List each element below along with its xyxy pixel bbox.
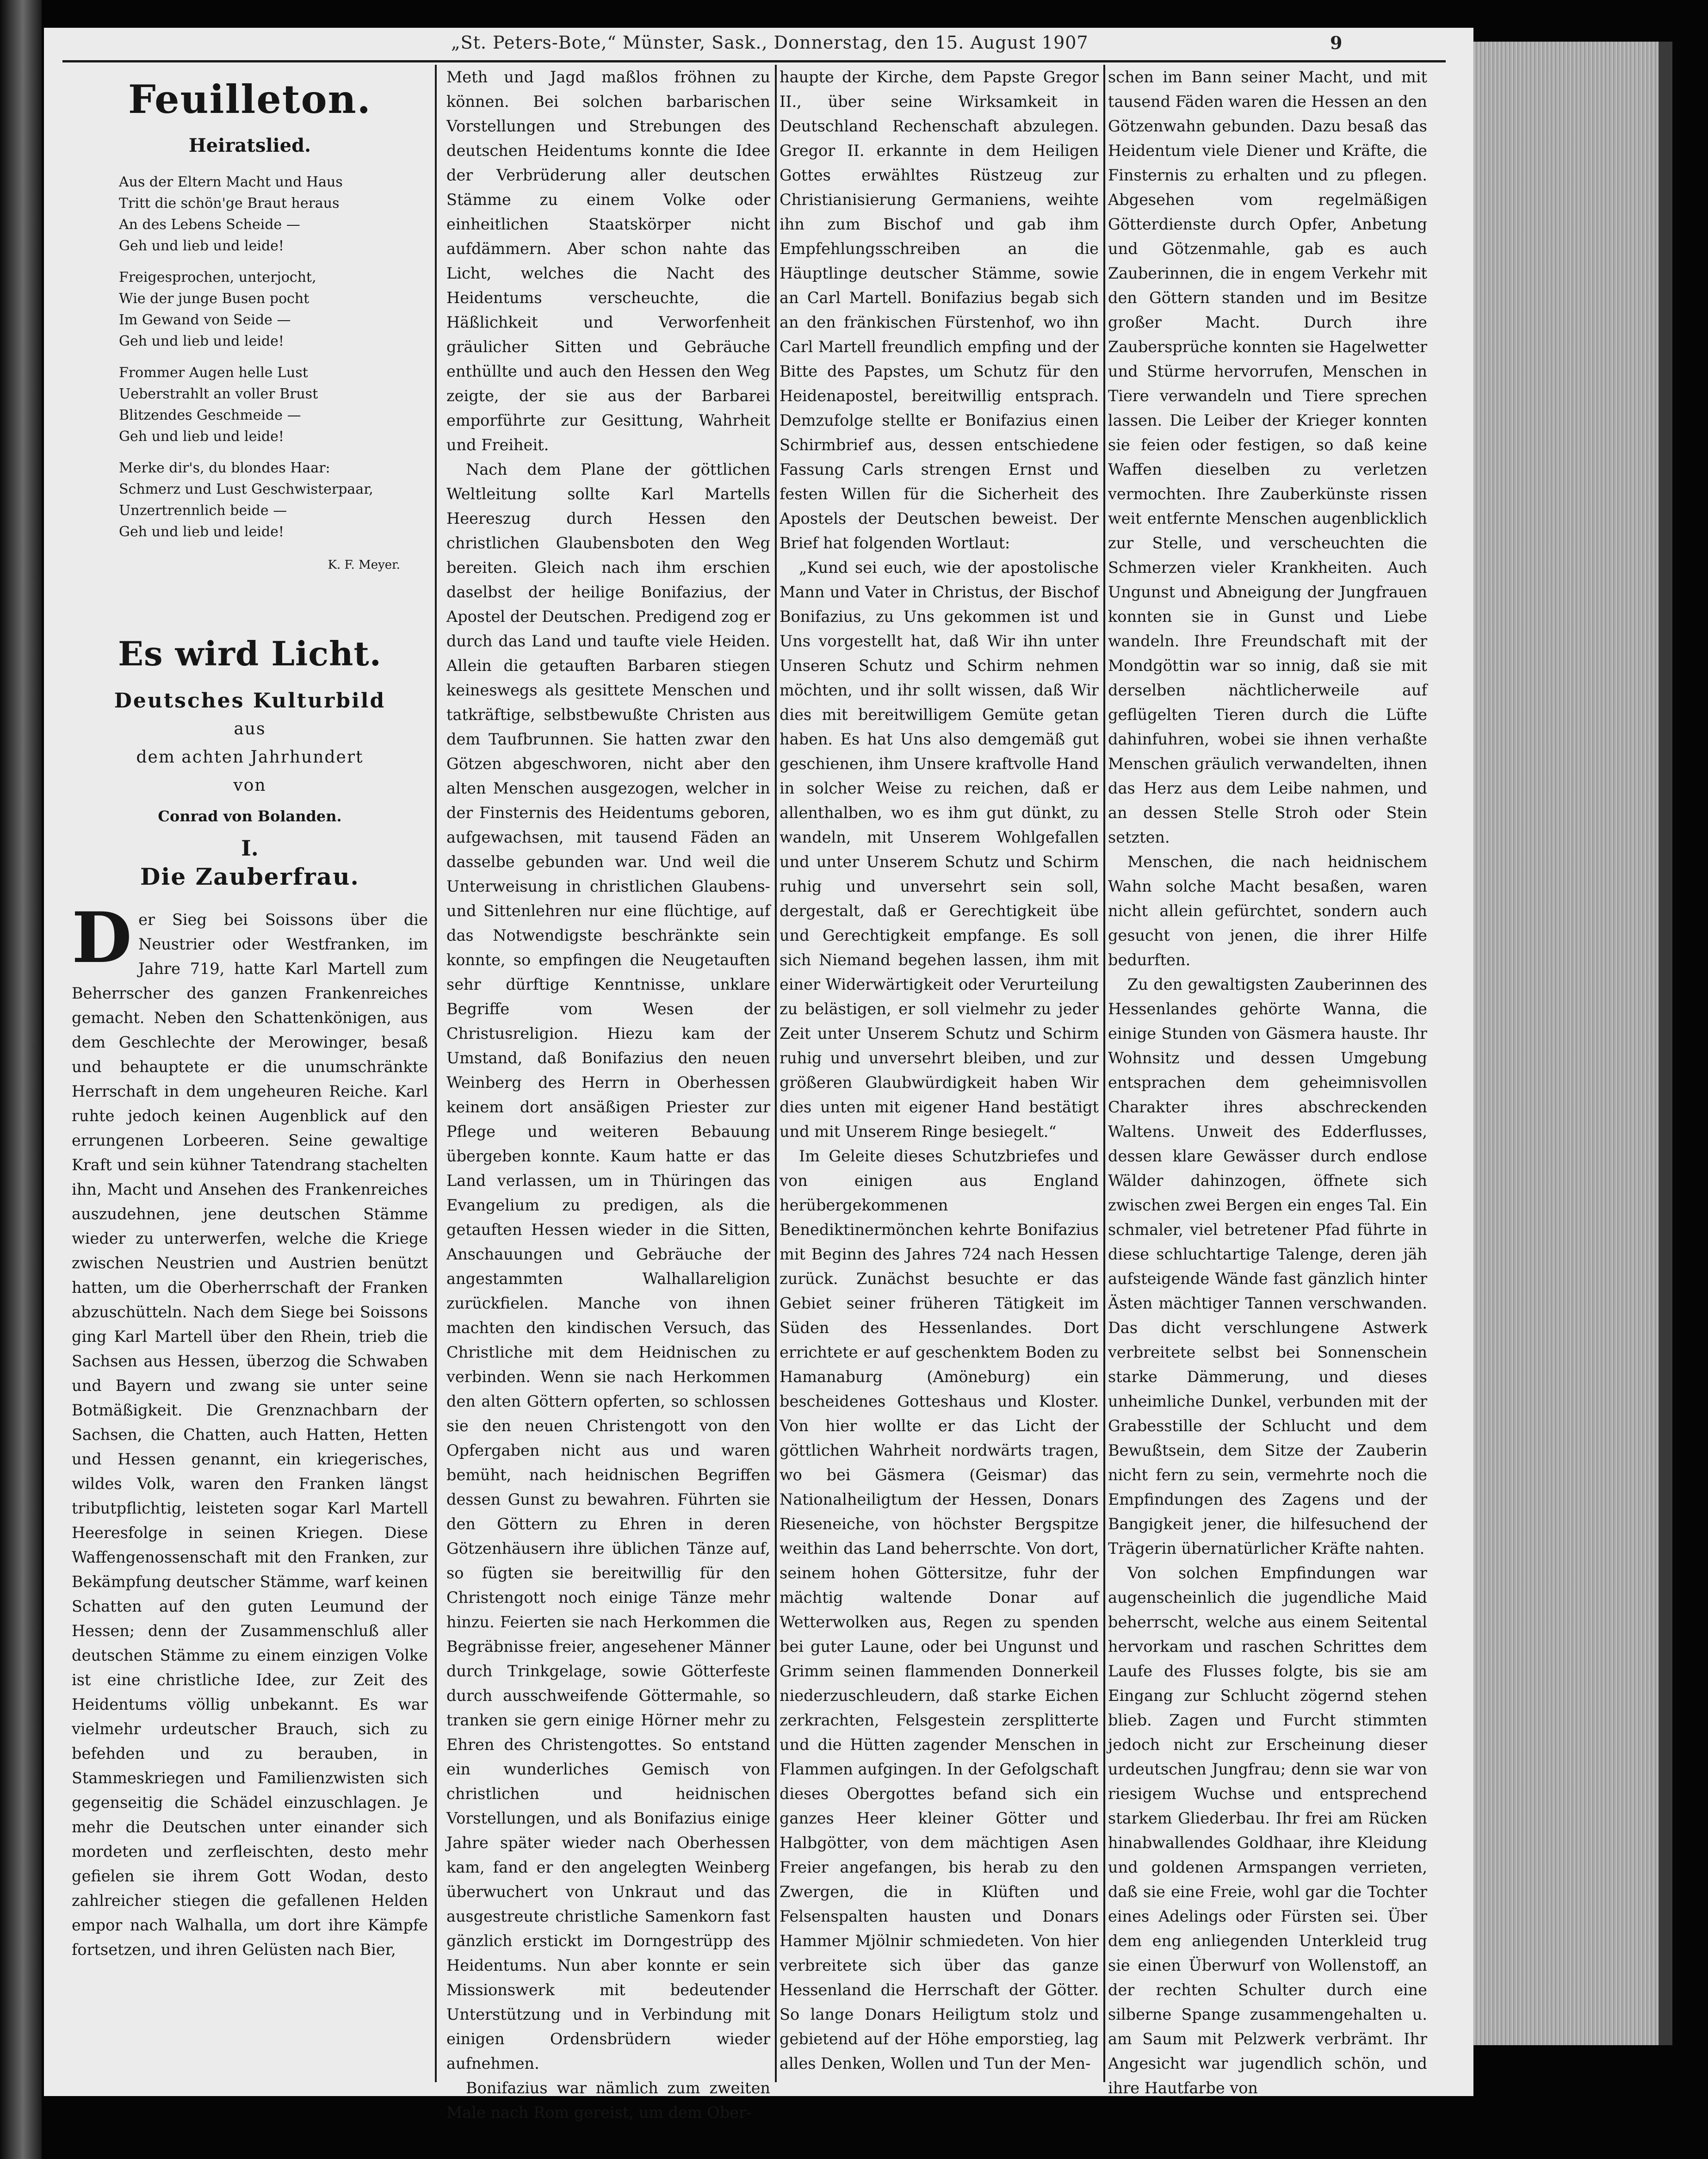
poem-line: Im Gewand von Seide — <box>119 312 291 328</box>
page-number: 9 <box>1330 32 1343 53</box>
newspaper-page <box>44 28 1473 2122</box>
poem-line: Schmerz und Lust Geschwisterpaar, <box>119 481 373 497</box>
story-author: Conrad von Bolanden. <box>158 807 342 825</box>
column-3 <box>780 65 1099 2073</box>
feuilleton-title: Feuilleton. <box>128 76 371 122</box>
poem-line: Ueberstrahlt an voller Brust <box>119 386 318 402</box>
story-paragraph: Meth und Jagd maßlos fröhnen zu können. Bei solchen barbarischen Vorstellungen und Strebungen des deutschen Heidentums konnte die Idee der Verbrüderung aller deutschen Stämme zu einem Volke oder einheitlichen Staatskörper nicht aufdämmern. Aber schon nahte das Licht, welches die Nacht des Heidentums verscheuchte, die Häßlichkeit und Verworfenheit gräulicher Sitten und Gebräuche enthüllte und auch den Hessen den Weg zeigte, der sie aus der Barbarei emporführte zur Gesittung, Wahrheit und Freiheit. <box>446 68 770 454</box>
chapter-number: I. <box>241 836 259 861</box>
story-paragraph: schen im Bann seiner Macht, und mit tausend Fäden waren die Hessen an den Götzenwahn gebunden. Dazu besaß das Heidentum viele Diener und Kräfte, die Finsternis zu erhalten und zu pflegen. Abgesehen vom regelmäßigen Götterdienste durch Opfer, Anbetung und Götzenmahle, gab es auch Zauberinnen, die in engem Verkehr mit den Göttern standen und im Besitze großer Macht. Durch ihre Zaubersprüche konnten sie Hagelwetter und Stürme hervorrufen, Menschen in Tiere verwandeln und Tiere sprechen lassen. Die Leiber der Krieger konnten sie feien oder festigen, so daß keine Waffen dieselben zu verletzen vermochten. Ihre Zauberkünste rissen weit entfernte Menschen augenblicklich zur Stelle, und verscheuchten die Schmerzen vieler Krankheiten. Auch Ungunst und Abneigung der Jungfrauen konnten sie in Gunst und Liebe wandeln. Ihre Freundschaft mit der Mondgöttin war so innig, daß sie mit derselben nächtlicherweile auf geflügelten Tieren durch die Lüfte dahinfuhren, wobei sie ihnen verhaßte Menschen gräulich verwandelten, ihnen das Herz aus dem Leibe nahmen, und an dessen Stelle Stroh oder Stein setzten. <box>1108 68 1427 846</box>
story-subtitle: Deutsches Kulturbild <box>114 689 386 713</box>
story-paragraph: Menschen, die nach heidnischem Wahn solche Macht besaßen, waren nicht allein gefürchtet, sondern auch gesucht von jenen, die ihrer Hilfe bedurften. <box>1108 853 1427 969</box>
column-1 <box>72 65 428 2073</box>
poem-stanza <box>99 267 428 352</box>
poem-line: Wie der junge Busen pocht <box>119 291 309 307</box>
story-first-paragraph-text: er Sieg bei Soissons über die Neustrier oder Westfranken, im Jahre 719, hatte Karl Martell zum Beherrscher des ganzen Frankenreiches gemacht. Neben den Schattenkönigen, aus dem Geschlechte der Merowinger, besaß und behauptete er die unumschränkte Herrschaft in dem ungeheuren Reiche. Karl ruhte jedoch keinen Augenblick auf den errungenen Lorbeeren. Seine gewaltige Kraft und sein kühner Tatendrang stachelten ihn, Macht und Ansehen des Frankenreiches auszudehnen, jene deutschen Stämme wieder zu unterwerfen, welche die Kriege zwischen Neustrien und Austrien benützt hatten, um die Oberherrschaft der Franken abzuschütteln. Nach dem Siege bei Soissons ging Karl Martell über den Rhein, trieb die Sachsen aus Hessen, überzog die Schwaben und Bayern und zwang sie unter seine Botmäßigkeit. Die Grenznachbarn der Sachsen, die Chatten, auch Hatten, Hetten und Hessen genannt, ein kriegerisches, wildes Volk, waren den Franken längst tributpflichtig, leisteten sogar Karl Martell Heeresfolge in seinen Kriegen. Diese Waffengenossenschaft mit den Franken, zur Bekämpfung deutscher Stämme, warf keinen Schatten auf den guten Leumund der Hessen; denn der Zusammenschluß aller deutschen Stämme zu einem einzigen Volke ist eine christliche Idee, zur Zeit des Heidentums völlig unbekannt. Es war vielmehr urdeutscher Brauch, sich zu befehden und zu berauben, in Stammeskriegen und Familienzwisten sich gegenseitig die Schädel einzuschlagen. Je mehr die Deutschen unter einander sich mordeten und zerfleischten, desto mehr gefielen sie ihrem Gott Wodan, desto zahlreicher stiegen die gefallenen Helden empor nach Walhalla, um dort ihre Kämpfe fortsetzen, und ihren Gelüsten nach Bier, <box>72 911 428 1959</box>
poem-stanza <box>99 458 428 543</box>
story-paragraph: Bonifazius war nämlich zum zweiten Male nach Rom gereist, um dem Ober- <box>446 2079 770 2122</box>
page-header <box>44 28 1473 60</box>
book-gutter-shadow <box>0 0 42 2159</box>
column-rule-3 <box>1103 65 1105 2082</box>
poem-stanza <box>99 172 428 257</box>
poem-line: Freigesprochen, unterjocht, <box>119 269 316 285</box>
story-title: Es wird Licht. <box>118 634 382 673</box>
poem-line: An des Lebens Scheide — <box>119 217 300 233</box>
story-paragraph: „Kund sei euch, wie der apostolische Mann und Vater in Christus, der Bischof Bonifazius, zu Uns gekommen ist und Uns vorgestellt hat, daß Wir ihn unter Unseren Schutz und Schirm nehmen möchten, und ihr sollt wissen, daß Wir dies mit bereitwilligem Gemüte getan haben. Es hat Uns also demgemäß gut geschienen, ihm Unsere kraftvolle Hand in solcher Weise zu reichen, daß er allenthalben, wo es ihm gut dünkt, zu wandeln, mit Unserem Wohlgefallen und unter Unserem Schutz und Schirm ruhig und unversehrt sein soll, dergestalt, daß er Gerechtigkeit übe und Gerechtigkeit empfange. Es soll sich Niemand begehen lassen, ihm mit einer Widerwärtigkeit oder Verurteilung zu belästigen, er soll vielmehr zu jeder Zeit unter Unserem Schutz und Schirm ruhig und unversehrt bleiben, und zur größeren Glaubwürdigkeit haben Wir dies unten mit eigener Hand bestätigt und mit Unserem Ringe besiegelt.“ <box>780 558 1099 1141</box>
story-paragraph: Zu den gewaltigsten Zauberinnen des Hessenlandes gehörte Wanna, die einige Stunden von Gäsmera hauste. Ihr Wohnsitz und dessen Umgebung entsprachen dem geheimnisvollen Charakter ihres abschreckenden Waltens. Unweit des Edderflusses, dessen klare Gewässer durch endlose Wälder dahinzogen, öffnete sich zwischen zwei Bergen ein enges Tal. Ein schmaler, viel betretener Pfad führte in diese schluchtartige Talenge, deren jäh aufsteigende Wände fast gänzlich hinter Ästen mächtiger Tannen verschwanden. Das dicht verschlungene Astwerk verbreitete selbst bei Sonnenschein starke Dämmerung, und dieses unheimliche Dunkel, verbunden mit der Grabesstille der Schlucht und dem Bewußtsein, dem Sitze der Zauberin nicht fern zu sein, vermehrte noch die Empfindungen des Zagens und der Bangigkeit jener, die hilfesuchend der Trägerin übernatürlicher Kräfte nahten. <box>1108 975 1427 1557</box>
poem-line: Blitzendes Geschmeide — <box>119 407 301 423</box>
story-paragraph: haupte der Kirche, dem Papste Gregor II., über seine Wirksamkeit in Deutschland Rechenschaft abzulegen. Gregor II. erkannte in dem Heiligen Gottes erwähltes Rüstzeug zur Christianisierung Germaniens, weihte ihn zum Bischof und gab ihm Empfehlungsschreiben an die Häuptlinge deutscher Stämme, sowie an Carl Martell. Bonifazius begab sich an den fränkischen Fürstenhof, wo ihn Carl Martell freundlich empfing und der Bitte des Papstes, um Schutz für den Heidenapostel, bereitwillig entsprach. Demzufolge stellte er Bonifazius einen Schirmbrief aus, dessen entschiedene Fassung Carls strengen Ernst und festen Willen für die Sicherheit des Apostels der Deutschen beweist. Der Brief hat folgenden Wortlaut: <box>780 68 1099 552</box>
poem-line: Aus der Eltern Macht und Haus <box>119 174 343 190</box>
column-4 <box>1108 65 1427 2097</box>
poem-line: Geh und lieb und leide! <box>119 238 284 254</box>
column-rule-2 <box>775 65 777 2082</box>
story-subtitle-line: von <box>233 776 266 795</box>
header-rule <box>62 60 1446 62</box>
poem-line: Tritt die schön'ge Braut heraus <box>119 195 340 211</box>
chapter-title: Die Zauberfrau. <box>140 863 359 890</box>
story-paragraph <box>72 897 428 1962</box>
poem-stanza <box>99 362 428 447</box>
poem-line: Geh und lieb und leide! <box>119 333 284 349</box>
poem-author: K. F. Meyer. <box>328 558 400 572</box>
dropcap-letter: D <box>72 897 132 979</box>
story-paragraph: Von solchen Empfindungen war augenscheinlich die jugendliche Maid beherrscht, welche aus einem Seitental hervorkam und raschen Schrittes dem Laufe des Flusses folgte, bis sie am Eingang zur Schlucht zögernd stehen blieb. Zagen und Furcht stimmten jedoch nicht zur Erscheinung dieser urdeutschen Jungfrau; denn sie war von riesigem Wuchse und entsprechend starkem Gliederbau. Ihr frei am Rücken hinabwallendes Goldhaar, ihre Kleidung und goldenen Armspangen verrieten, daß sie eine Freie, wohl gar die Tochter eines Adelings oder Fürsten sei. Über dem eng anliegenden Unterkleid trug sie einen Überwurf von Wollenstoff, an der rechten Schulter durch eine silberne Spange zusammengehalten u. am Saum mit Pelzwerk verbrämt. Ihr Angesicht war jugendlich schön, und ihre Hautfarbe von <box>1108 1564 1427 2097</box>
poem-line: Geh und lieb und leide! <box>119 524 284 540</box>
story-paragraph: Nach dem Plane der göttlichen Weltleitung sollte Karl Martells Heereszug durch Hessen den christlichen Glaubensboten den Weg bereiten. Gleich nach ihm erschien daselbst der heilige Bonifazius, der Apostel der Deutschen. Predigend zog er durch das Land und taufte viele Heiden. Allein die getauften Barbaren stiegen keineswegs als gesittete Menschen und tatkräftige, selbstbewußte Christen aus dem Taufbrunnen. Sie hatten zwar den Götzen abgeschworen, nicht aber den alten Menschen ausgezogen, welcher in der Finsternis des Heidentums geboren, aufgewachsen, mit tausend Fäden an dasselbe gebunden war. Und weil die Unterweisung in christlichen Glaubens- und Sittenlehren nur eine flüchtige, auf das Notwendigste beschränkte sein konnte, so empfingen die Neugetauften sehr dürftige Kenntnisse, unklare Begriffe vom Wesen der Christusreligion. Hiezu kam der Umstand, daß Bonifazius den neuen Weinberg des Herrn in Oberhessen keinem dort ansäßigen Priester zur Pflege und weiteren Bebauung übergeben konnte. Kaum hatte er das Land verlassen, um in Thüringen das Evangelium zu predigen, als die getauften Hessen wieder in die Sitten, Anschauungen und Gebräuche der angestammten Walhallareligion zurückfielen. Manche von ihnen machten den kindischen Versuch, das Christliche mit dem Heidnischen zu verbinden. Wenn sie nach Herkommen den alten Göttern opferten, so schlossen sie den neuen Christengott von den Opfergaben nicht aus und waren bemüht, nach heidnischen Begriffen dessen Gunst zu bewahren. Führten sie den Göttern zu Ehren in deren Götzenhäusern ihre üblichen Tänze auf, so fügten sie bereitwillig für den Christengott noch einige Tänze mehr hinzu. Feierten sie nach Herkommen die Begräbnisse freier, angesehener Männer durch Trinkgelage, sowie Götterfeste durch ausschweifende Göttermahle, so tranken sie gern einige Hörner mehr zu Ehren des Christengottes. So entstand ein wunderliches Gemisch von christlichen und heidnischen Vorstellungen, und als Bonifazius einige Jahre später wieder nach Oberhessen kam, fand er den angelegten Weinberg überwuchert von Unkraut und das ausgestreute christliche Samenkorn fast gänzlich erstickt im Dorngestrüpp des Heidentums. Nun aber konnte er sein Missionswerk mit bedeutender Unterstützung und in Verbindung mit einigen Ordensbrüdern wieder aufnehmen. <box>446 460 770 2072</box>
poem-title: Heiratslied. <box>188 135 311 156</box>
story-paragraph: Im Geleite dieses Schutzbriefes und von einigen aus England herübergekommenen Benediktinermönchen kehrte Bonifazius mit Beginn des Jahres 724 nach Hessen zurück. Zunächst besuchte er das Gebiet seiner früheren Tätigkeit im Süden des Hessenlandes. Dort errichtete er auf geschenktem Boden zu Hamanaburg (Amöneburg) ein bescheidenes Gotteshaus und Kloster. Von hier wollte er das Licht der göttlichen Wahrheit nordwärts tragen, wo bei Gäsmera (Geismar) das Nationalheiligtum der Hessen, Donars Rieseneiche, von höchster Bergspitze weithin das Land beherrschte. Von dort, seinem hohen Göttersitze, fuhr der mächtig waltende Donar auf Wetterwolken aus, Regen zu spenden bei guter Laune, oder bei Ungunst und Grimm seinen flammenden Donnerkeil niederzuschleudern, daß starke Eichen zerkrachten, Felsgestein zersplitterte und die Hütten zagender Menschen in Flammen aufgingen. In der Gefolgschaft dieses Obergottes befand sich ein ganzes Heer kleiner Götter und Halbgötter, von dem mächtigen Asen Freier angefangen, bis herab zu den Zwergen, die in Klüften und Felsenspalten hausten und Donars Hammer Mjölnir schmiedeten. Von hier verbreitete sich über das ganze Hessenland die Herrschaft der Götter. So lange Donars Heiligtum stolz und gebietend auf der Höhe emporstieg, lag alles Denken, Wollen und Tun der Men- <box>780 1147 1099 2072</box>
column-2 <box>446 65 770 2122</box>
story-subtitle-line: aus <box>234 720 266 738</box>
poem-line: Frommer Augen helle Lust <box>119 365 308 381</box>
poem-line: Unzertrennlich beide — <box>119 503 287 519</box>
story-subtitle-line: dem achten Jahrhundert <box>136 748 364 767</box>
header-masthead-line: „St. Peters-Bote,“ Münster, Sask., Donnerstag, den 15. August 1907 <box>451 32 1089 53</box>
page-stack-edges <box>1473 42 1672 2045</box>
poem-line: Merke dir's, du blondes Haar: <box>119 460 330 476</box>
column-rule-1 <box>435 65 437 2082</box>
poem-line: Geh und lieb und leide! <box>119 428 284 445</box>
